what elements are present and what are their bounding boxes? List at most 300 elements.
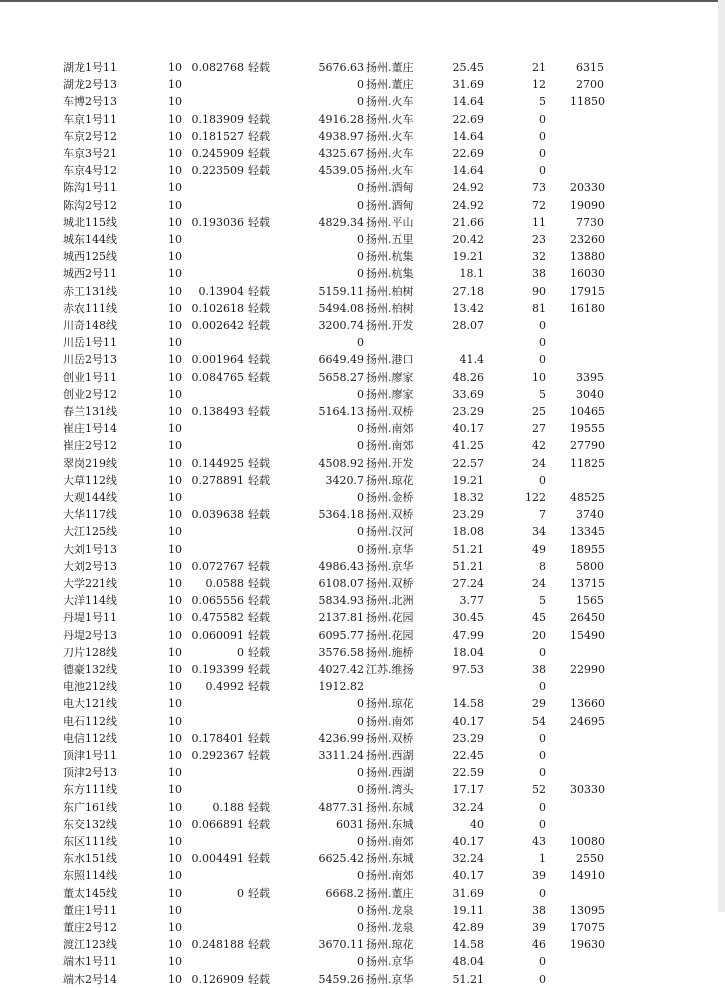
- cell-line-name: 大刘1号13: [63, 542, 117, 556]
- table-row: [0, 609, 718, 626]
- cell-voltage: 10: [168, 198, 182, 212]
- cell-value: 3740: [576, 508, 604, 522]
- cell-length: 31.69: [452, 78, 484, 92]
- cell-voltage: 10: [168, 267, 182, 281]
- cell-capacity: 0: [357, 766, 364, 780]
- cell-line-name: 渡江123线: [63, 938, 117, 952]
- cell-count: 46: [532, 938, 546, 952]
- cell-count: 122: [525, 491, 546, 504]
- cell-count: 0: [539, 800, 546, 814]
- cell-capacity: 5459.26: [318, 972, 364, 986]
- cell-value: 17915: [570, 284, 605, 298]
- cell-voltage: 10: [168, 456, 182, 470]
- cell-voltage: 10: [168, 680, 182, 694]
- cell-value: 16180: [570, 301, 605, 315]
- cell-voltage: 10: [168, 663, 182, 676]
- cell-count: 49: [532, 542, 546, 556]
- cell-voltage: 10: [168, 525, 182, 539]
- cell-load-status: 轻载: [248, 508, 270, 522]
- cell-capacity: 5676.63: [318, 61, 364, 74]
- cell-substation: 扬州.南郊: [366, 439, 414, 453]
- cell-substation: 扬州.北洲: [366, 594, 414, 608]
- cell-substation: 扬州.柏树: [366, 284, 414, 298]
- cell-substation: 扬州.火车: [366, 129, 414, 143]
- cell-voltage: 10: [168, 370, 182, 384]
- cell-load-ratio: 0.248188: [191, 938, 244, 952]
- cell-count: 5: [539, 594, 546, 608]
- cell-capacity: 0: [357, 525, 364, 539]
- cell-value: 10080: [570, 835, 605, 848]
- cell-load-ratio: 0: [237, 886, 244, 900]
- cell-count: 25: [532, 405, 546, 418]
- cell-value: 13880: [570, 250, 605, 264]
- cell-line-name: 东交132线: [63, 817, 117, 831]
- cell-load-status: 轻载: [248, 645, 270, 659]
- cell-count: 0: [539, 645, 546, 659]
- cell-capacity: 5494.08: [318, 301, 364, 315]
- cell-length: 41.25: [452, 439, 484, 453]
- cell-length: 40.17: [452, 422, 484, 436]
- cell-voltage: 10: [168, 353, 182, 367]
- table-row: [0, 575, 718, 592]
- cell-load-status: 轻载: [248, 817, 270, 831]
- cell-load-ratio: 0.292367: [191, 749, 244, 762]
- cell-count: 0: [539, 886, 546, 900]
- cell-substation: 扬州.董庄: [366, 78, 414, 92]
- cell-value: 48525: [570, 491, 605, 504]
- cell-value: 11850: [570, 95, 605, 109]
- cell-capacity: 0: [357, 336, 364, 350]
- cell-value: 2700: [576, 78, 604, 92]
- cell-capacity: 0: [357, 198, 364, 212]
- cell-load-status: 轻载: [248, 164, 270, 178]
- cell-substation: 扬州.开发: [366, 456, 414, 470]
- cell-substation: 扬州.董庄: [366, 61, 414, 74]
- cell-capacity: 6668.2: [325, 886, 364, 900]
- cell-capacity: 0: [357, 181, 364, 195]
- cell-load-status: 轻载: [248, 886, 270, 900]
- cell-voltage: 10: [168, 714, 182, 728]
- cell-length: 23.29: [452, 508, 484, 522]
- table-row: [0, 541, 718, 558]
- cell-count: 5: [539, 387, 546, 401]
- cell-count: 11: [532, 215, 546, 229]
- cell-capacity: 4938.97: [318, 129, 364, 143]
- cell-length: 18.04: [452, 645, 484, 659]
- cell-line-name: 丹堤1号11: [63, 611, 117, 625]
- cell-substation: 扬州.湾头: [366, 783, 414, 797]
- cell-line-name: 车博2号13: [63, 95, 117, 109]
- cell-length: 14.64: [452, 95, 484, 109]
- cell-voltage: 10: [168, 852, 182, 866]
- table-row: [0, 953, 718, 970]
- cell-line-name: 翠岗219线: [63, 456, 117, 470]
- cell-load-status: 轻载: [248, 353, 270, 367]
- cell-voltage: 10: [168, 749, 182, 762]
- table-row: [0, 489, 718, 506]
- cell-length: 14.58: [452, 697, 484, 711]
- cell-voltage: 10: [168, 731, 182, 745]
- cell-load-ratio: 0.138493: [191, 405, 244, 418]
- cell-capacity: 0: [357, 921, 364, 934]
- cell-line-name: 车京4号12: [63, 164, 117, 178]
- cell-value: 30330: [570, 783, 605, 797]
- cell-substation: 扬州.廖家: [366, 387, 414, 401]
- table-row: [0, 833, 718, 850]
- cell-length: 23.29: [452, 731, 484, 745]
- cell-count: 10: [532, 370, 546, 384]
- cell-line-name: 崔庄2号12: [63, 439, 117, 453]
- cell-count: 90: [532, 284, 546, 298]
- cell-substation: 扬州.双桥: [366, 508, 414, 522]
- table-row: [0, 162, 718, 179]
- cell-capacity: 3311.24: [318, 749, 364, 762]
- cell-length: 18.32: [452, 491, 484, 504]
- cell-count: 20: [532, 628, 546, 642]
- cell-capacity: 0: [357, 903, 364, 917]
- cell-value: 15490: [570, 628, 605, 642]
- cell-capacity: 0: [357, 95, 364, 109]
- cell-load-ratio: 0.004491: [191, 852, 244, 866]
- table-row: [0, 971, 718, 988]
- cell-voltage: 10: [168, 301, 182, 315]
- cell-capacity: 5364.18: [318, 508, 364, 522]
- cell-capacity: 1912.82: [318, 680, 364, 694]
- cell-length: 97.53: [452, 663, 484, 676]
- cell-capacity: 4325.67: [318, 147, 364, 160]
- cell-load-ratio: 0.178401: [191, 731, 244, 745]
- cell-capacity: 4539.05: [318, 164, 364, 178]
- cell-value: 18955: [570, 542, 605, 556]
- cell-value: 6315: [576, 61, 604, 74]
- cell-count: 0: [539, 817, 546, 831]
- cell-length: 33.69: [452, 387, 484, 401]
- cell-length: 22.57: [452, 456, 484, 470]
- cell-voltage: 10: [168, 577, 182, 590]
- cell-substation: 扬州.京华: [366, 542, 414, 556]
- cell-capacity: 5159.11: [318, 284, 364, 298]
- cell-value: 19555: [570, 422, 605, 436]
- cell-count: 0: [539, 731, 546, 745]
- table-row: [0, 420, 718, 437]
- cell-substation: 扬州.港口: [366, 353, 414, 367]
- cell-load-status: 轻载: [248, 594, 270, 608]
- cell-capacity: 0: [357, 439, 364, 453]
- cell-length: 40.17: [452, 869, 484, 883]
- table-row: [0, 179, 718, 196]
- cell-substation: 扬州.酒甸: [366, 181, 414, 195]
- table-row: [0, 197, 718, 214]
- table-row: [0, 781, 718, 798]
- cell-voltage: 10: [168, 594, 182, 608]
- cell-capacity: 0: [357, 422, 364, 436]
- cell-length: 14.64: [452, 164, 484, 178]
- cell-length: 3.77: [459, 594, 484, 608]
- cell-load-status: 轻载: [248, 129, 270, 143]
- cell-capacity: 0: [357, 955, 364, 969]
- cell-line-name: 赤农111线: [63, 301, 117, 315]
- cell-voltage: 10: [168, 439, 182, 453]
- cell-load-ratio: 0.183909: [191, 112, 244, 126]
- cell-load-ratio: 0.13904: [198, 284, 244, 298]
- table-row: [0, 799, 718, 816]
- cell-line-name: 端木1号11: [63, 955, 117, 969]
- table-row: [0, 386, 718, 403]
- cell-substation: 扬州.南郊: [366, 422, 414, 436]
- cell-count: 21: [532, 61, 546, 74]
- cell-voltage: 10: [168, 542, 182, 556]
- table-row: [0, 902, 718, 919]
- cell-capacity: 6649.49: [318, 353, 364, 367]
- cell-substation: 扬州.董庄: [366, 886, 414, 900]
- cell-substation: 扬州.施桥: [366, 645, 414, 659]
- cell-load-ratio: 0.060091: [191, 628, 244, 642]
- cell-line-name: 川岳2号13: [63, 353, 117, 367]
- table-row: [0, 713, 718, 730]
- cell-load-ratio: 0.066891: [191, 817, 244, 831]
- cell-line-name: 董庄2号12: [63, 921, 117, 934]
- cell-line-name: 丹堤2号13: [63, 628, 117, 642]
- cell-voltage: 10: [168, 215, 182, 229]
- cell-count: 23: [532, 233, 546, 246]
- cell-substation: 扬州.京华: [366, 972, 414, 986]
- cell-substation: 扬州.平山: [366, 215, 414, 229]
- table-row: [0, 695, 718, 712]
- cell-substation: 扬州.酒甸: [366, 198, 414, 212]
- cell-load-status: 轻载: [248, 559, 270, 573]
- cell-count: 29: [532, 697, 546, 711]
- cell-voltage: 10: [168, 250, 182, 264]
- cell-count: 0: [539, 336, 546, 350]
- table-row: [0, 764, 718, 781]
- cell-voltage: 10: [168, 422, 182, 436]
- cell-voltage: 10: [168, 164, 182, 178]
- cell-count: 24: [532, 577, 546, 590]
- cell-line-name: 东水151线: [63, 852, 117, 866]
- cell-count: 27: [532, 422, 546, 436]
- cell-length: 18.08: [452, 525, 484, 539]
- cell-voltage: 10: [168, 319, 182, 332]
- cell-count: 0: [539, 147, 546, 160]
- cell-line-name: 创业2号12: [63, 387, 117, 401]
- cell-value: 10465: [570, 405, 605, 418]
- cell-voltage: 10: [168, 886, 182, 900]
- cell-voltage: 10: [168, 800, 182, 814]
- cell-capacity: 6108.07: [318, 577, 364, 590]
- cell-substation: 扬州.双桥: [366, 405, 414, 418]
- cell-length: 24.92: [452, 198, 484, 212]
- cell-voltage: 10: [168, 147, 182, 160]
- cell-line-name: 东照114线: [63, 869, 117, 883]
- table-row: [0, 747, 718, 764]
- cell-substation: 扬州.柏树: [366, 301, 414, 315]
- cell-value: 22990: [570, 663, 605, 676]
- cell-capacity: 3576.58: [318, 645, 364, 659]
- table-row: [0, 76, 718, 93]
- cell-length: 27.24: [452, 577, 484, 590]
- table-row: [0, 111, 718, 128]
- table-row: [0, 369, 718, 386]
- cell-count: 0: [539, 972, 546, 986]
- cell-load-ratio: 0.188: [212, 800, 244, 814]
- cell-voltage: 10: [168, 473, 182, 487]
- cell-length: 31.69: [452, 886, 484, 900]
- cell-substation: 扬州.廖家: [366, 370, 414, 384]
- cell-voltage: 10: [168, 181, 182, 195]
- cell-line-name: 大江125线: [63, 525, 117, 539]
- table-row: [0, 351, 718, 368]
- cell-voltage: 10: [168, 921, 182, 934]
- cell-capacity: 3420.7: [325, 473, 364, 487]
- table-row: [0, 867, 718, 884]
- cell-voltage: 10: [168, 112, 182, 126]
- cell-substation: 扬州.琼花: [366, 938, 414, 952]
- table-row: [0, 437, 718, 454]
- cell-line-name: 车京2号12: [63, 129, 117, 143]
- table-row: [0, 885, 718, 902]
- cell-voltage: 10: [168, 233, 182, 246]
- cell-value: 19090: [570, 198, 605, 212]
- cell-length: 47.99: [452, 628, 484, 642]
- table-row: [0, 145, 718, 162]
- cell-load-ratio: 0.126909: [191, 972, 244, 986]
- cell-voltage: 10: [168, 611, 182, 625]
- cell-voltage: 10: [168, 955, 182, 969]
- cell-load-ratio: 0.072767: [191, 559, 244, 573]
- cell-capacity: 4027.42: [318, 663, 364, 676]
- cell-line-name: 顶津1号11: [63, 749, 117, 762]
- cell-load-status: 轻载: [248, 852, 270, 866]
- cell-load-ratio: 0.082768: [191, 61, 244, 74]
- cell-line-name: 大华117线: [63, 508, 117, 522]
- cell-value: 27790: [570, 439, 605, 453]
- cell-substation: 扬州.西湖: [366, 749, 414, 762]
- cell-length: 23.29: [452, 405, 484, 418]
- cell-substation: 扬州.双桥: [366, 731, 414, 745]
- cell-length: 22.69: [452, 112, 484, 126]
- cell-capacity: 6625.42: [318, 852, 364, 866]
- cell-length: 40: [470, 817, 484, 831]
- cell-length: 40.17: [452, 714, 484, 728]
- cell-count: 0: [539, 319, 546, 332]
- cell-count: 24: [532, 456, 546, 470]
- cell-length: 22.59: [452, 766, 484, 780]
- cell-count: 0: [539, 766, 546, 780]
- cell-substation: 扬州.火车: [366, 164, 414, 178]
- cell-capacity: 0: [357, 267, 364, 281]
- table-row: [0, 128, 718, 145]
- table-row: [0, 214, 718, 231]
- cell-count: 34: [532, 525, 546, 539]
- cell-load-status: 轻载: [248, 112, 270, 126]
- cell-value: 16030: [570, 267, 605, 281]
- table-row: [0, 455, 718, 472]
- table-row: [0, 300, 718, 317]
- cell-line-name: 端木2号14: [63, 972, 117, 986]
- cell-load-status: 轻载: [248, 749, 270, 762]
- cell-voltage: 10: [168, 835, 182, 848]
- cell-voltage: 10: [168, 938, 182, 952]
- cell-line-name: 电池212线: [63, 680, 117, 694]
- cell-voltage: 10: [168, 405, 182, 418]
- cell-line-name: 城东144线: [63, 233, 117, 246]
- cell-capacity: 0: [357, 869, 364, 883]
- cell-line-name: 东广161线: [63, 800, 117, 814]
- cell-capacity: 4829.34: [318, 215, 364, 229]
- cell-line-name: 赤工131线: [63, 284, 117, 298]
- cell-length: 41.4: [459, 353, 484, 367]
- page-edge-shadow: [718, 0, 725, 912]
- cell-load-ratio: 0.193399: [191, 663, 244, 676]
- cell-line-name: 川岳1号11: [63, 336, 117, 350]
- cell-substation: 扬州.龙泉: [366, 921, 414, 934]
- cell-capacity: 0: [357, 542, 364, 556]
- cell-voltage: 10: [168, 284, 182, 298]
- cell-voltage: 10: [168, 869, 182, 883]
- cell-load-status: 轻载: [248, 405, 270, 418]
- cell-substation: 扬州.花园: [366, 628, 414, 642]
- table-row: [0, 558, 718, 575]
- cell-line-name: 大洋114线: [63, 594, 117, 608]
- cell-load-ratio: 0.084765: [191, 370, 244, 384]
- cell-count: 52: [532, 783, 546, 797]
- cell-load-status: 轻载: [248, 577, 270, 590]
- cell-voltage: 10: [168, 903, 182, 917]
- cell-length: 51.21: [452, 542, 484, 556]
- cell-load-ratio: 0.065556: [191, 594, 244, 608]
- cell-line-name: 崔庄1号14: [63, 422, 117, 436]
- cell-line-name: 电石112线: [63, 714, 117, 728]
- cell-length: 18.1: [459, 267, 484, 281]
- cell-length: 51.21: [452, 972, 484, 986]
- table-row: [0, 248, 718, 265]
- cell-capacity: 4916.28: [318, 112, 364, 126]
- cell-load-ratio: 0.223509: [191, 164, 244, 178]
- cell-capacity: 0: [357, 250, 364, 264]
- cell-line-name: 城北115线: [63, 215, 117, 229]
- cell-value: 3040: [576, 387, 604, 401]
- cell-load-ratio: 0.4992: [205, 680, 244, 694]
- cell-capacity: 4508.92: [318, 456, 364, 470]
- cell-load-ratio: 0.181527: [191, 129, 244, 143]
- cell-value: 13345: [570, 525, 605, 539]
- cell-value: 20330: [570, 181, 605, 195]
- cell-value: 19630: [570, 938, 605, 952]
- cell-line-name: 大观144线: [63, 491, 117, 504]
- cell-voltage: 10: [168, 491, 182, 504]
- cell-count: 0: [539, 164, 546, 178]
- cell-substation: 扬州.南郊: [366, 869, 414, 883]
- cell-capacity: 3670.11: [318, 938, 364, 952]
- cell-load-ratio: 0.002642: [191, 319, 244, 332]
- cell-value: 1565: [576, 594, 604, 608]
- cell-capacity: 4236.99: [318, 731, 364, 745]
- cell-count: 54: [532, 714, 546, 728]
- cell-load-status: 轻载: [248, 611, 270, 625]
- cell-length: 22.45: [452, 749, 484, 762]
- cell-length: 27.18: [452, 284, 484, 298]
- cell-load-ratio: 0.193036: [191, 215, 244, 229]
- cell-capacity: 0: [357, 387, 364, 401]
- cell-capacity: 4877.31: [318, 800, 364, 814]
- cell-substation: 扬州.南郊: [366, 714, 414, 728]
- cell-line-name: 顶津2号13: [63, 766, 117, 780]
- cell-count: 1: [539, 852, 546, 866]
- cell-voltage: 10: [168, 766, 182, 780]
- table-row: [0, 523, 718, 540]
- cell-count: 5: [539, 95, 546, 109]
- cell-voltage: 10: [168, 645, 182, 659]
